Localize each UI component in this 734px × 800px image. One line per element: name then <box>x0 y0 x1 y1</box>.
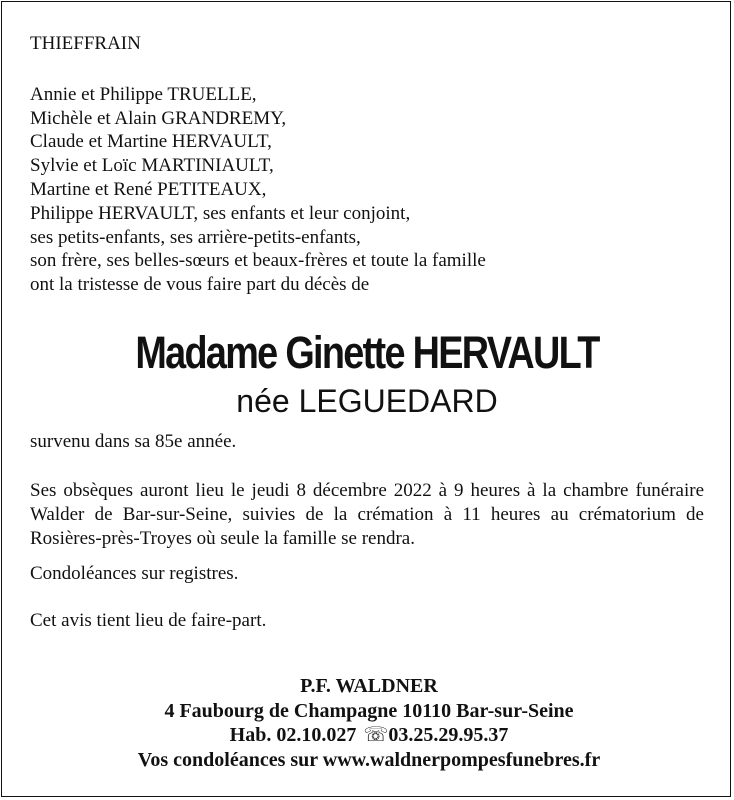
family-line: Philippe HERVAULT, ses enfants et leur conjoint, <box>30 202 411 224</box>
notice-note: Cet avis tient lieu de faire-part. <box>30 610 267 632</box>
family-line: ont la tristesse de vous faire part du décès de <box>30 274 370 296</box>
family-line: ses petits-enfants, ses arrière-petits-enfants, <box>30 226 361 248</box>
funeral-home-contact <box>2 723 734 748</box>
service-details: Ses obsèques auront lieu le jeudi 8 décembre 2022 à 9 heures à la chambre funéraire Walder de Bar-sur-Seine, suivies de la crémation à 11 heures au crématorium de Rosières-près-Troyes où seule la famille se rendra. <box>30 479 704 550</box>
funeral-home-name: P.F. WALDNER <box>300 675 438 697</box>
phone-icon: ☏ <box>363 724 389 746</box>
family-line: Claude et Martine HERVAULT, <box>30 131 272 153</box>
maiden-name: née LEGUEDARD <box>236 382 498 419</box>
funeral-home-address: 4 Faubourg de Champagne 10110 Bar-sur-Seine <box>164 699 574 722</box>
funeral-home-block <box>2 674 734 772</box>
funeral-home-website: Vos condoléances sur www.waldnerpompesfunebres.fr <box>137 748 601 771</box>
age-line: survenu dans sa 85e année. <box>30 430 237 452</box>
family-line: Sylvie et Loïc MARTINIAULT, <box>30 155 274 177</box>
family-line: son frère, ses belles-sœurs et beaux-frères et toute la famille <box>30 250 486 272</box>
family-list <box>30 83 704 297</box>
condolences-note: Condoléances sur registres. <box>30 563 239 585</box>
deceased-name: Madame Ginette HERVAULT <box>135 326 599 378</box>
family-line: Michèle et Alain GRANDREMY, <box>30 107 287 129</box>
funeral-home-phone: 03.25.29.95.37 <box>388 724 509 746</box>
obituary-notice <box>1 1 731 797</box>
funeral-home-hab: Hab. 02.10.027 <box>229 724 357 746</box>
obituary-content <box>30 32 704 633</box>
surname-heading: THIEFFRAIN <box>30 33 141 54</box>
family-line: Martine et René PETITEAUX, <box>30 178 267 200</box>
family-line: Annie et Philippe TRUELLE, <box>30 83 257 105</box>
